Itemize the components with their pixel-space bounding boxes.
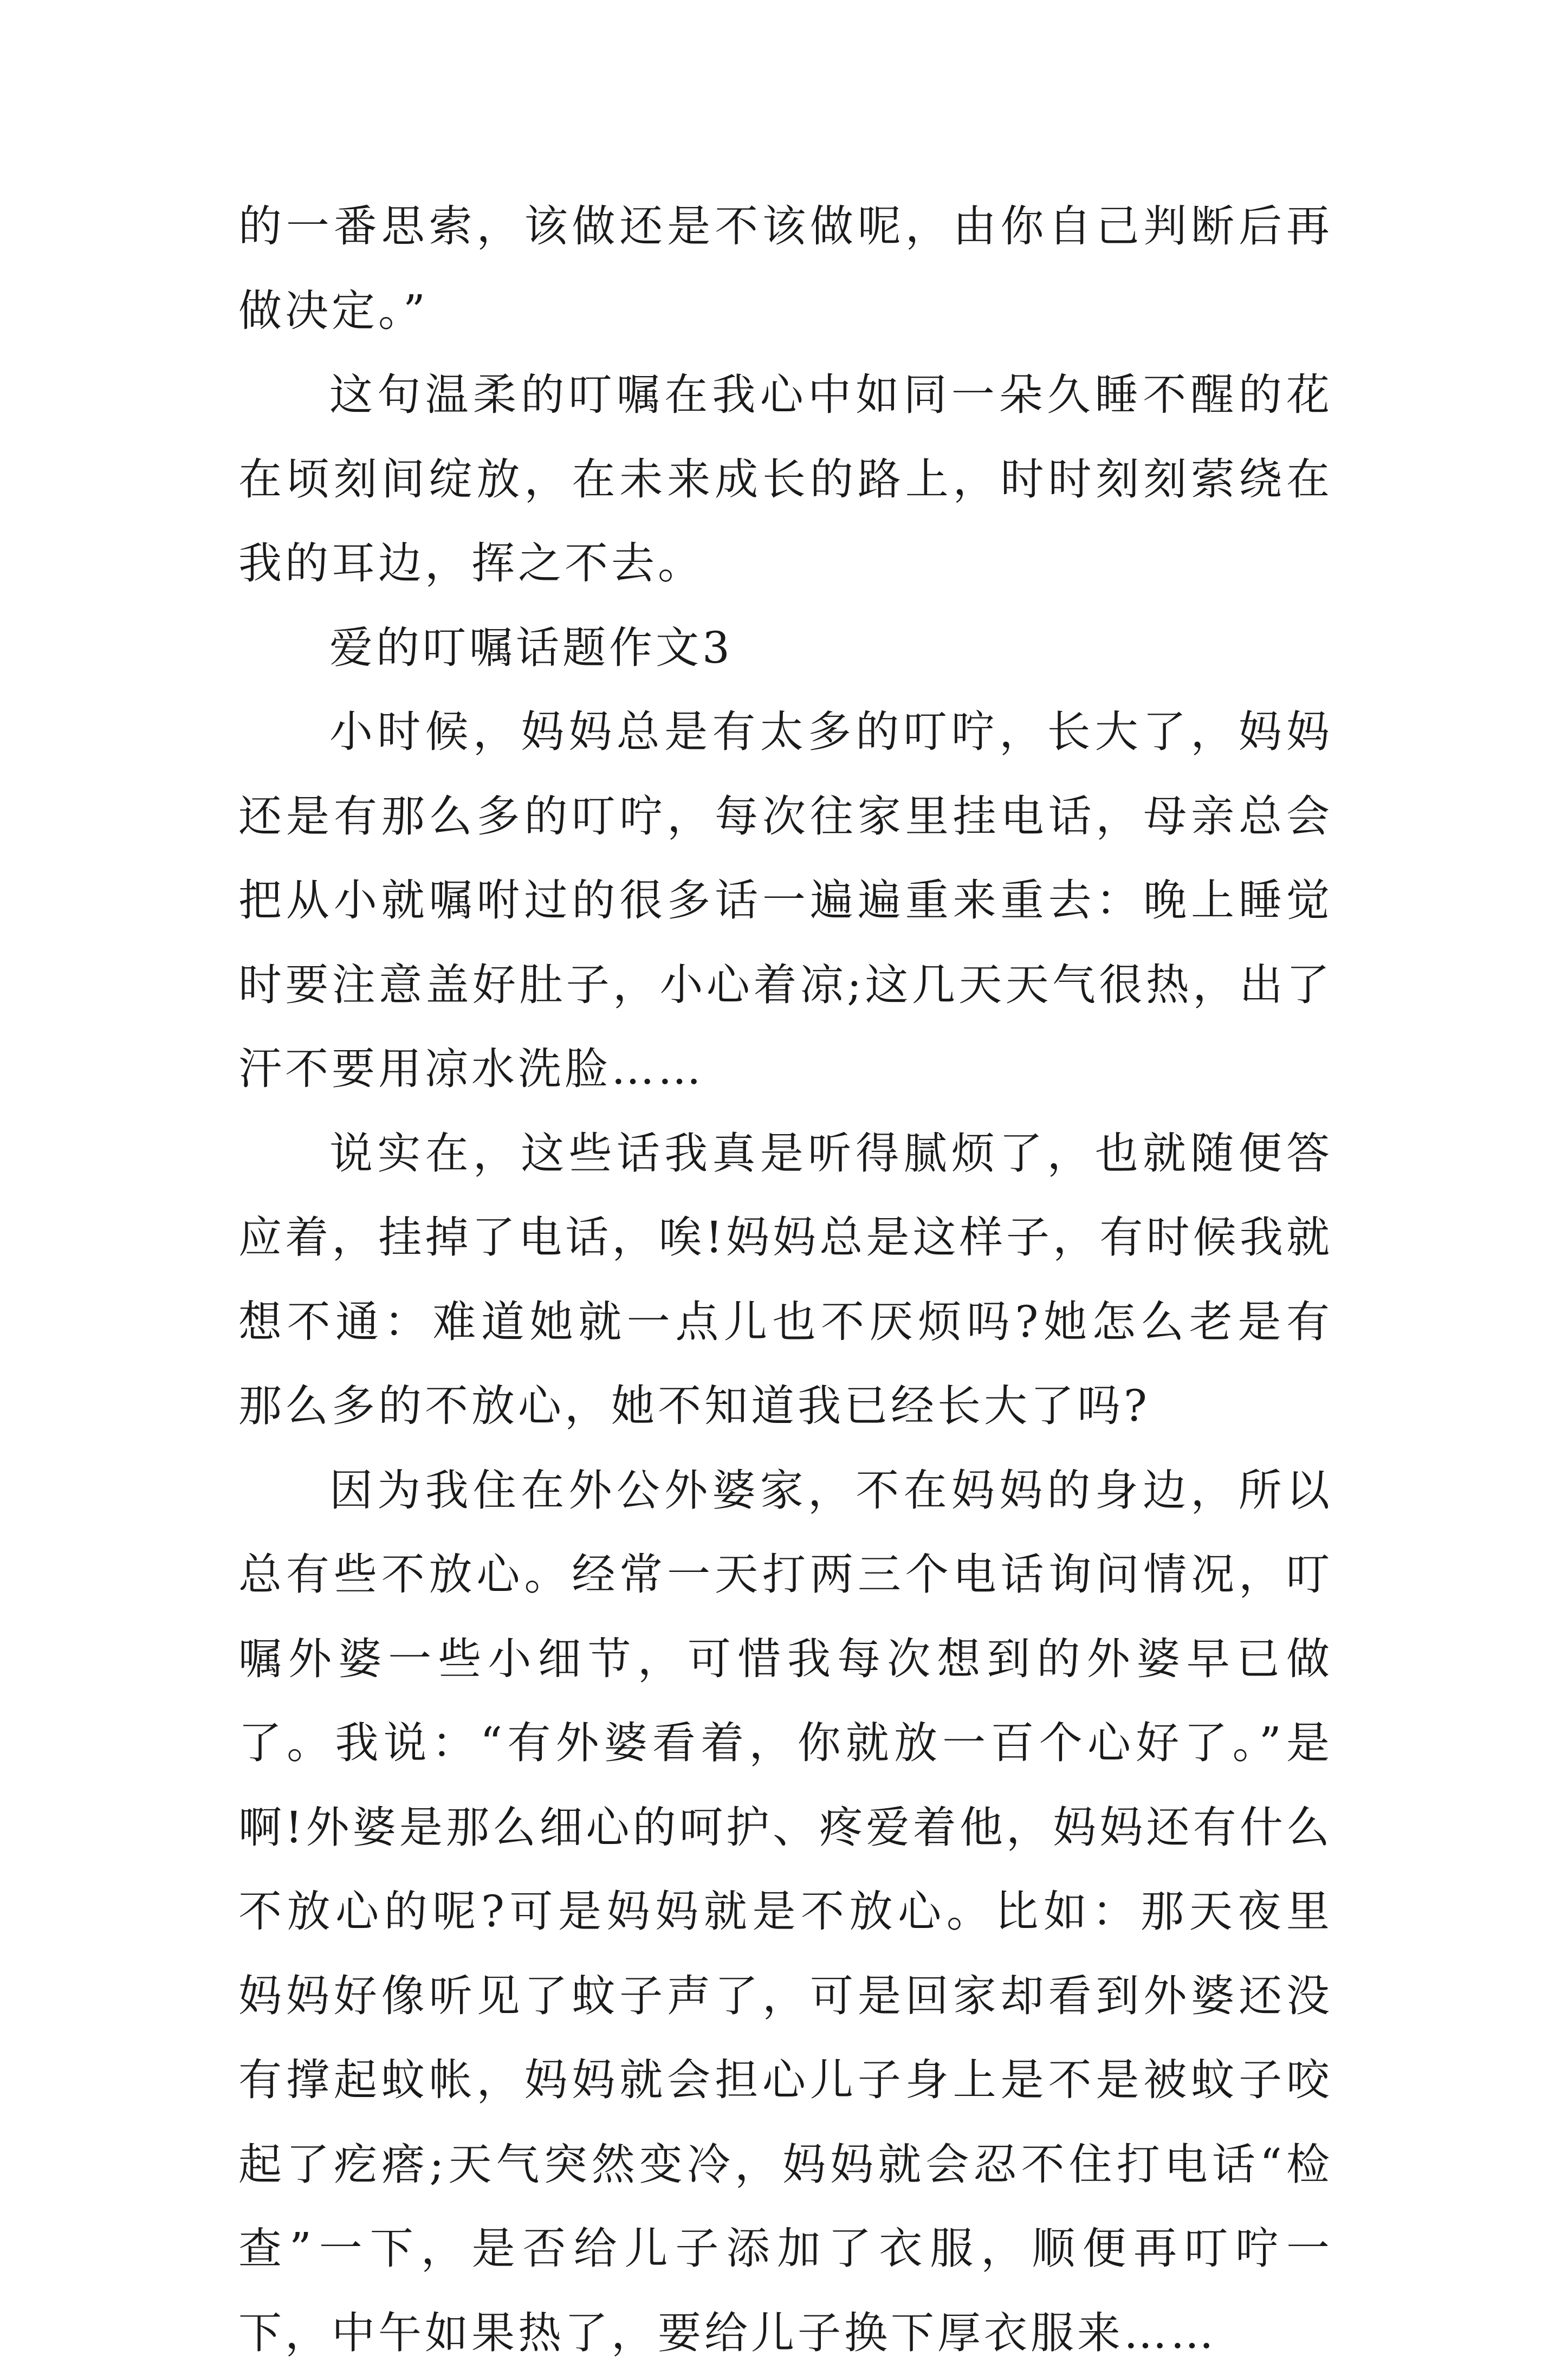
section-heading: 爱的叮嘱话题作文3 bbox=[238, 606, 1333, 690]
paragraph: 小时候，妈妈总是有太多的叮咛，长大了，妈妈还是有那么多的叮咛，每次往家里挂电话，母亲总会把从小就嘱咐过的很多话一遍遍重来重去：晚上睡觉时要注意盖好肚子，小心着凉;这几天天气很热，出了汗不要用凉水洗脸…… bbox=[238, 690, 1333, 1111]
paragraph: 说实在，这些话我真是听得腻烦了，也就随便答应着，挂掉了电话，唉!妈妈总是这样子，有时候我就想不通：难道她就一点儿也不厌烦吗?她怎么老是有那么多的不放心，她不知道我已经长大了吗? bbox=[238, 1111, 1333, 1448]
paragraph-continuation: 的一番思索，该做还是不该做呢，由你自己判断后再做决定。” bbox=[238, 184, 1333, 353]
paragraph: 这句温柔的叮嘱在我心中如同一朵久睡不醒的花在顷刻间绽放，在未来成长的路上，时时刻刻萦绕在我的耳边，挥之不去。 bbox=[238, 353, 1333, 606]
document-body bbox=[238, 184, 1333, 2375]
paragraph: 因为我住在外公外婆家，不在妈妈的身边，所以总有些不放心。经常一天打两三个电话询问情况，叮嘱外婆一些小细节，可惜我每次想到的外婆早已做了。我说：“有外婆看着，你就放一百个心好了。”是啊!外婆是那么细心的呵护、疼爱着他，妈妈还有什么不放心的呢?可是妈妈就是不放心。比如：那天夜里妈妈好像听见了蚊子声了，可是回家却看到外婆还没有撑起蚊帐，妈妈就会担心儿子身上是不是被蚊子咬起了疙瘩;天气突然变冷，妈妈就会忍不住打电话“检查”一下，是否给儿子添加了衣服，顺便再叮咛一下，中午如果热了，要给儿子换下厚衣服来…… bbox=[238, 1448, 1333, 2375]
